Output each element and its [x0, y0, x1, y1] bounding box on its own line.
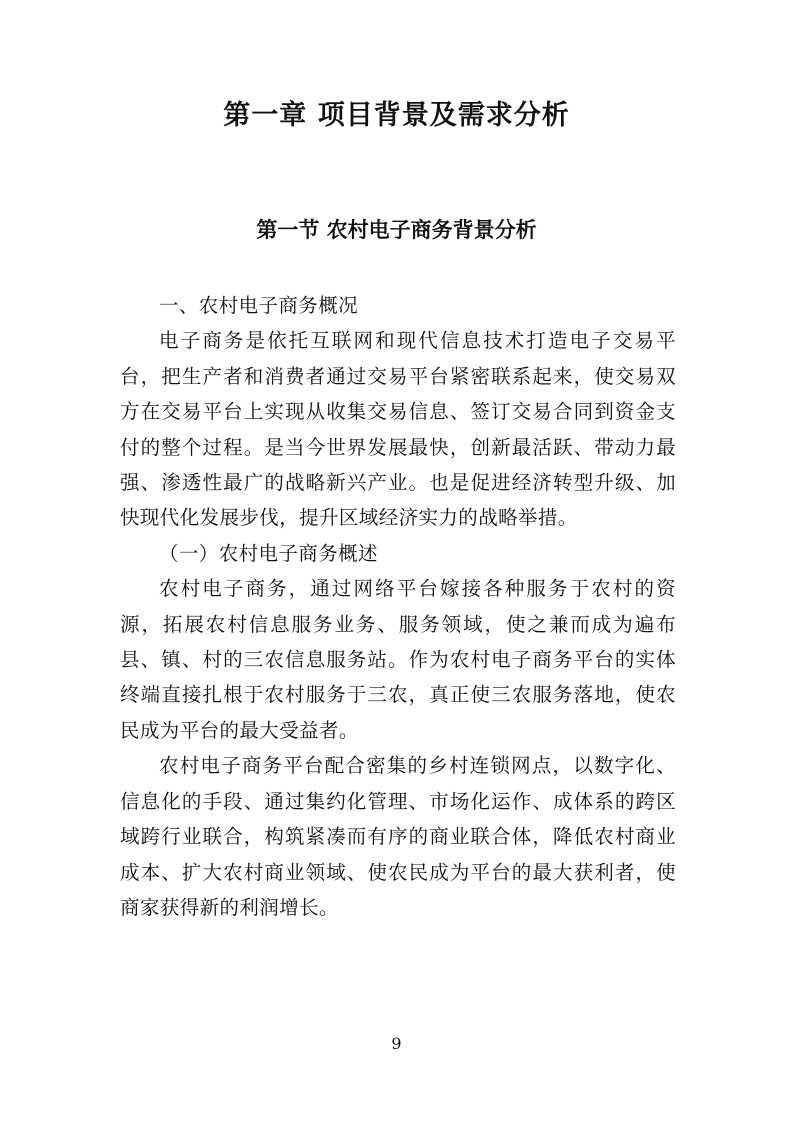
chapter-title: 第一章 项目背景及需求分析 — [223, 100, 570, 131]
subheading-rural-ecommerce-summary: （一）农村电子商务概述 — [159, 541, 378, 565]
body-text — [120, 288, 676, 925]
page-number: 9 — [391, 1034, 402, 1053]
subheading-overview: 一、农村电子商务概况 — [159, 294, 359, 317]
paragraph-ecommerce-definition: 电子商务是依托互联网和现代信息技术打造电子交易平台，把生产者和消费者通过交易平台紧密联系起来，使交易双方在交易平台上实现从收集交易信息、签订交易合同到资金支付的整个过程。是当今世界发展最快，创新最活跃、带动力最强、渗透性最广的战略新兴产业。也是促进经济转型升级、加快现代化发展步伐，提升区域经济实力的战略举措。 — [120, 329, 676, 530]
section-title: 第一节 农村电子商务背景分析 — [256, 217, 537, 242]
paragraph-rural-ecommerce: 农村电子商务，通过网络平台嫁接各种服务于农村的资源，拓展农村信息服务业务、服务领域，使之兼而成为遍布县、镇、村的三农信息服务站。作为农村电子商务平台的实体终端直接扎根于农村服务于三农，真正使三农服务落地，使农民成为平台的最大受益者。 — [120, 577, 676, 742]
paragraph-rural-platform: 农村电子商务平台配合密集的乡村连锁网点，以数字化、信息化的手段、通过集约化管理、市场化运作、成体系的跨区域跨行业联合，构筑紧凑而有序的商业联合体，降低农村商业成本、扩大农村商业领域、使农民成为平台的最大获利者，使商家获得新的利润增长。 — [120, 754, 676, 919]
